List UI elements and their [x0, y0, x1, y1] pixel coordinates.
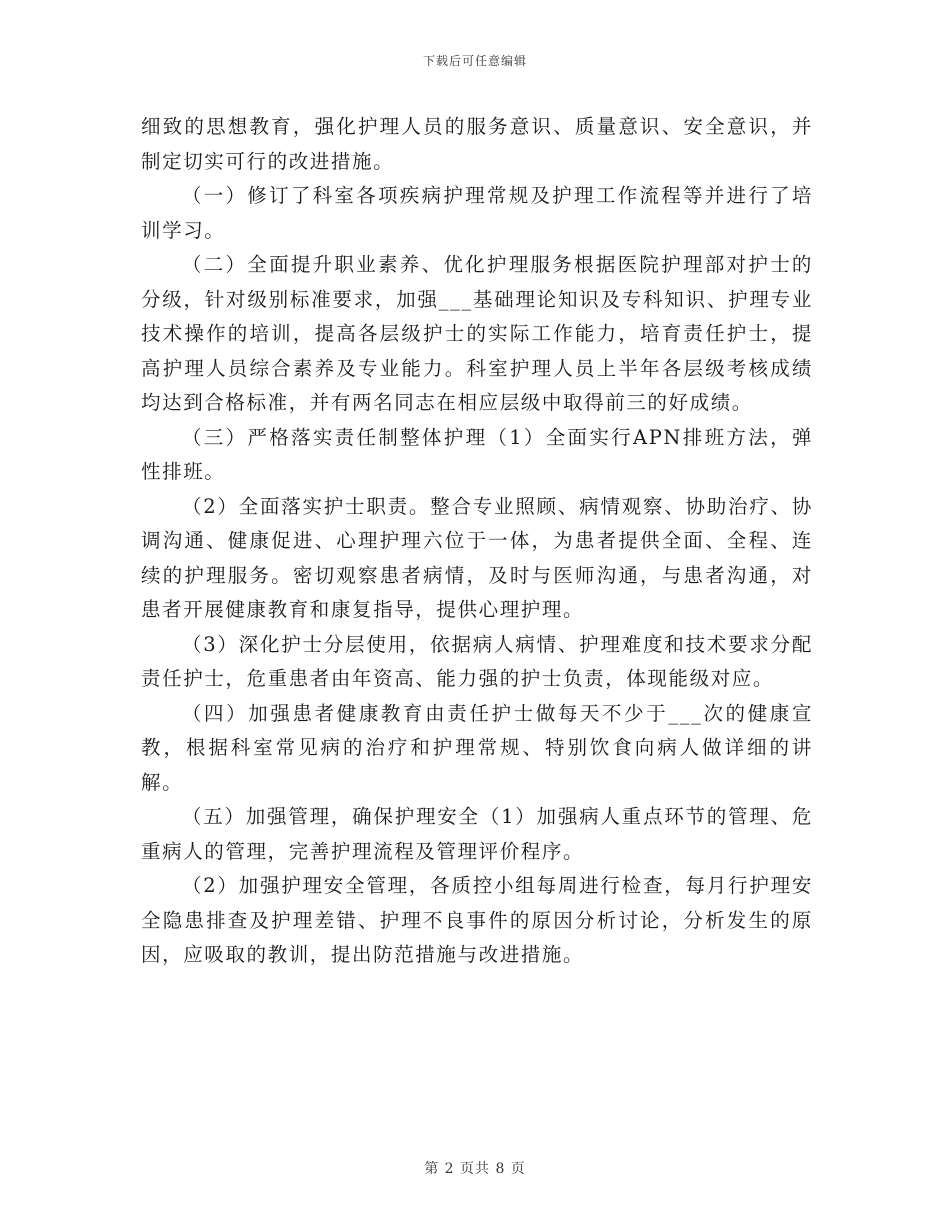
page-header: 下载后可任意编辑	[422, 54, 527, 68]
paragraph-continued: 细致的思想教育，强化护理人员的服务意识、质量意识、安全意识，并制定切实可行的改进措施。	[141, 115, 813, 173]
paragraph-section-1: （一）修订了科室各项疾病护理常规及护理工作流程等并进行了培训学习。	[141, 184, 813, 242]
paragraph-section-2: （二）全面提升职业素养、优化护理服务根据医院护理部对护士的分级，针对级别标准要求，加强___基础理论知识及专科知识、护理专业技术操作的培训，提高各层级护士的实际工作能力，培育责任护士，提高护理人员综合素养及专业能力。科室护理人员上半年各层级考核成绩均达到合格标准，并有两名同志在相应层级中取得前三的好成绩。	[141, 253, 813, 414]
paragraph-section-3-item-2: （2）全面落实护士职责。整合专业照顾、病情观察、协助治疗、协调沟通、健康促进、心理护理六位于一体，为患者提供全面、全程、连续的护理服务。密切观察患者病情，及时与医师沟通，与患者沟通，对患者开展健康教育和康复指导，提供心理护理。	[141, 494, 813, 621]
paragraph-section-5-item-2: （2）加强护理安全管理，各质控小组每周进行检查，每月行护理安全隐患排查及护理差错、护理不良事件的原因分析讨论，分析发生的原因，应吸取的教训，提出防范措施与改进措施。	[141, 874, 813, 966]
paragraph-section-5: （五）加强管理，确保护理安全（1）加强病人重点环节的管理、危重病人的管理，完善护理流程及管理评价程序。	[141, 805, 813, 863]
paragraph-section-3-item-3: （3）深化护士分层使用，依据病人病情、护理难度和技术要求分配责任护士，危重患者由年资高、能力强的护士负责，体现能级对应。	[141, 632, 813, 690]
paragraph-section-4: （四）加强患者健康教育由责任护士做每天不少于___次的健康宣教，根据科室常见病的治疗和护理常规、特别饮食向病人做详细的讲解。	[141, 701, 813, 794]
page-footer: 第 2 页共 8 页	[424, 1161, 526, 1177]
paragraph-section-3: （三）严格落实责任制整体护理（1）全面实行APN排班方法，弹性排班。	[141, 425, 813, 483]
document-body	[141, 110, 813, 973]
